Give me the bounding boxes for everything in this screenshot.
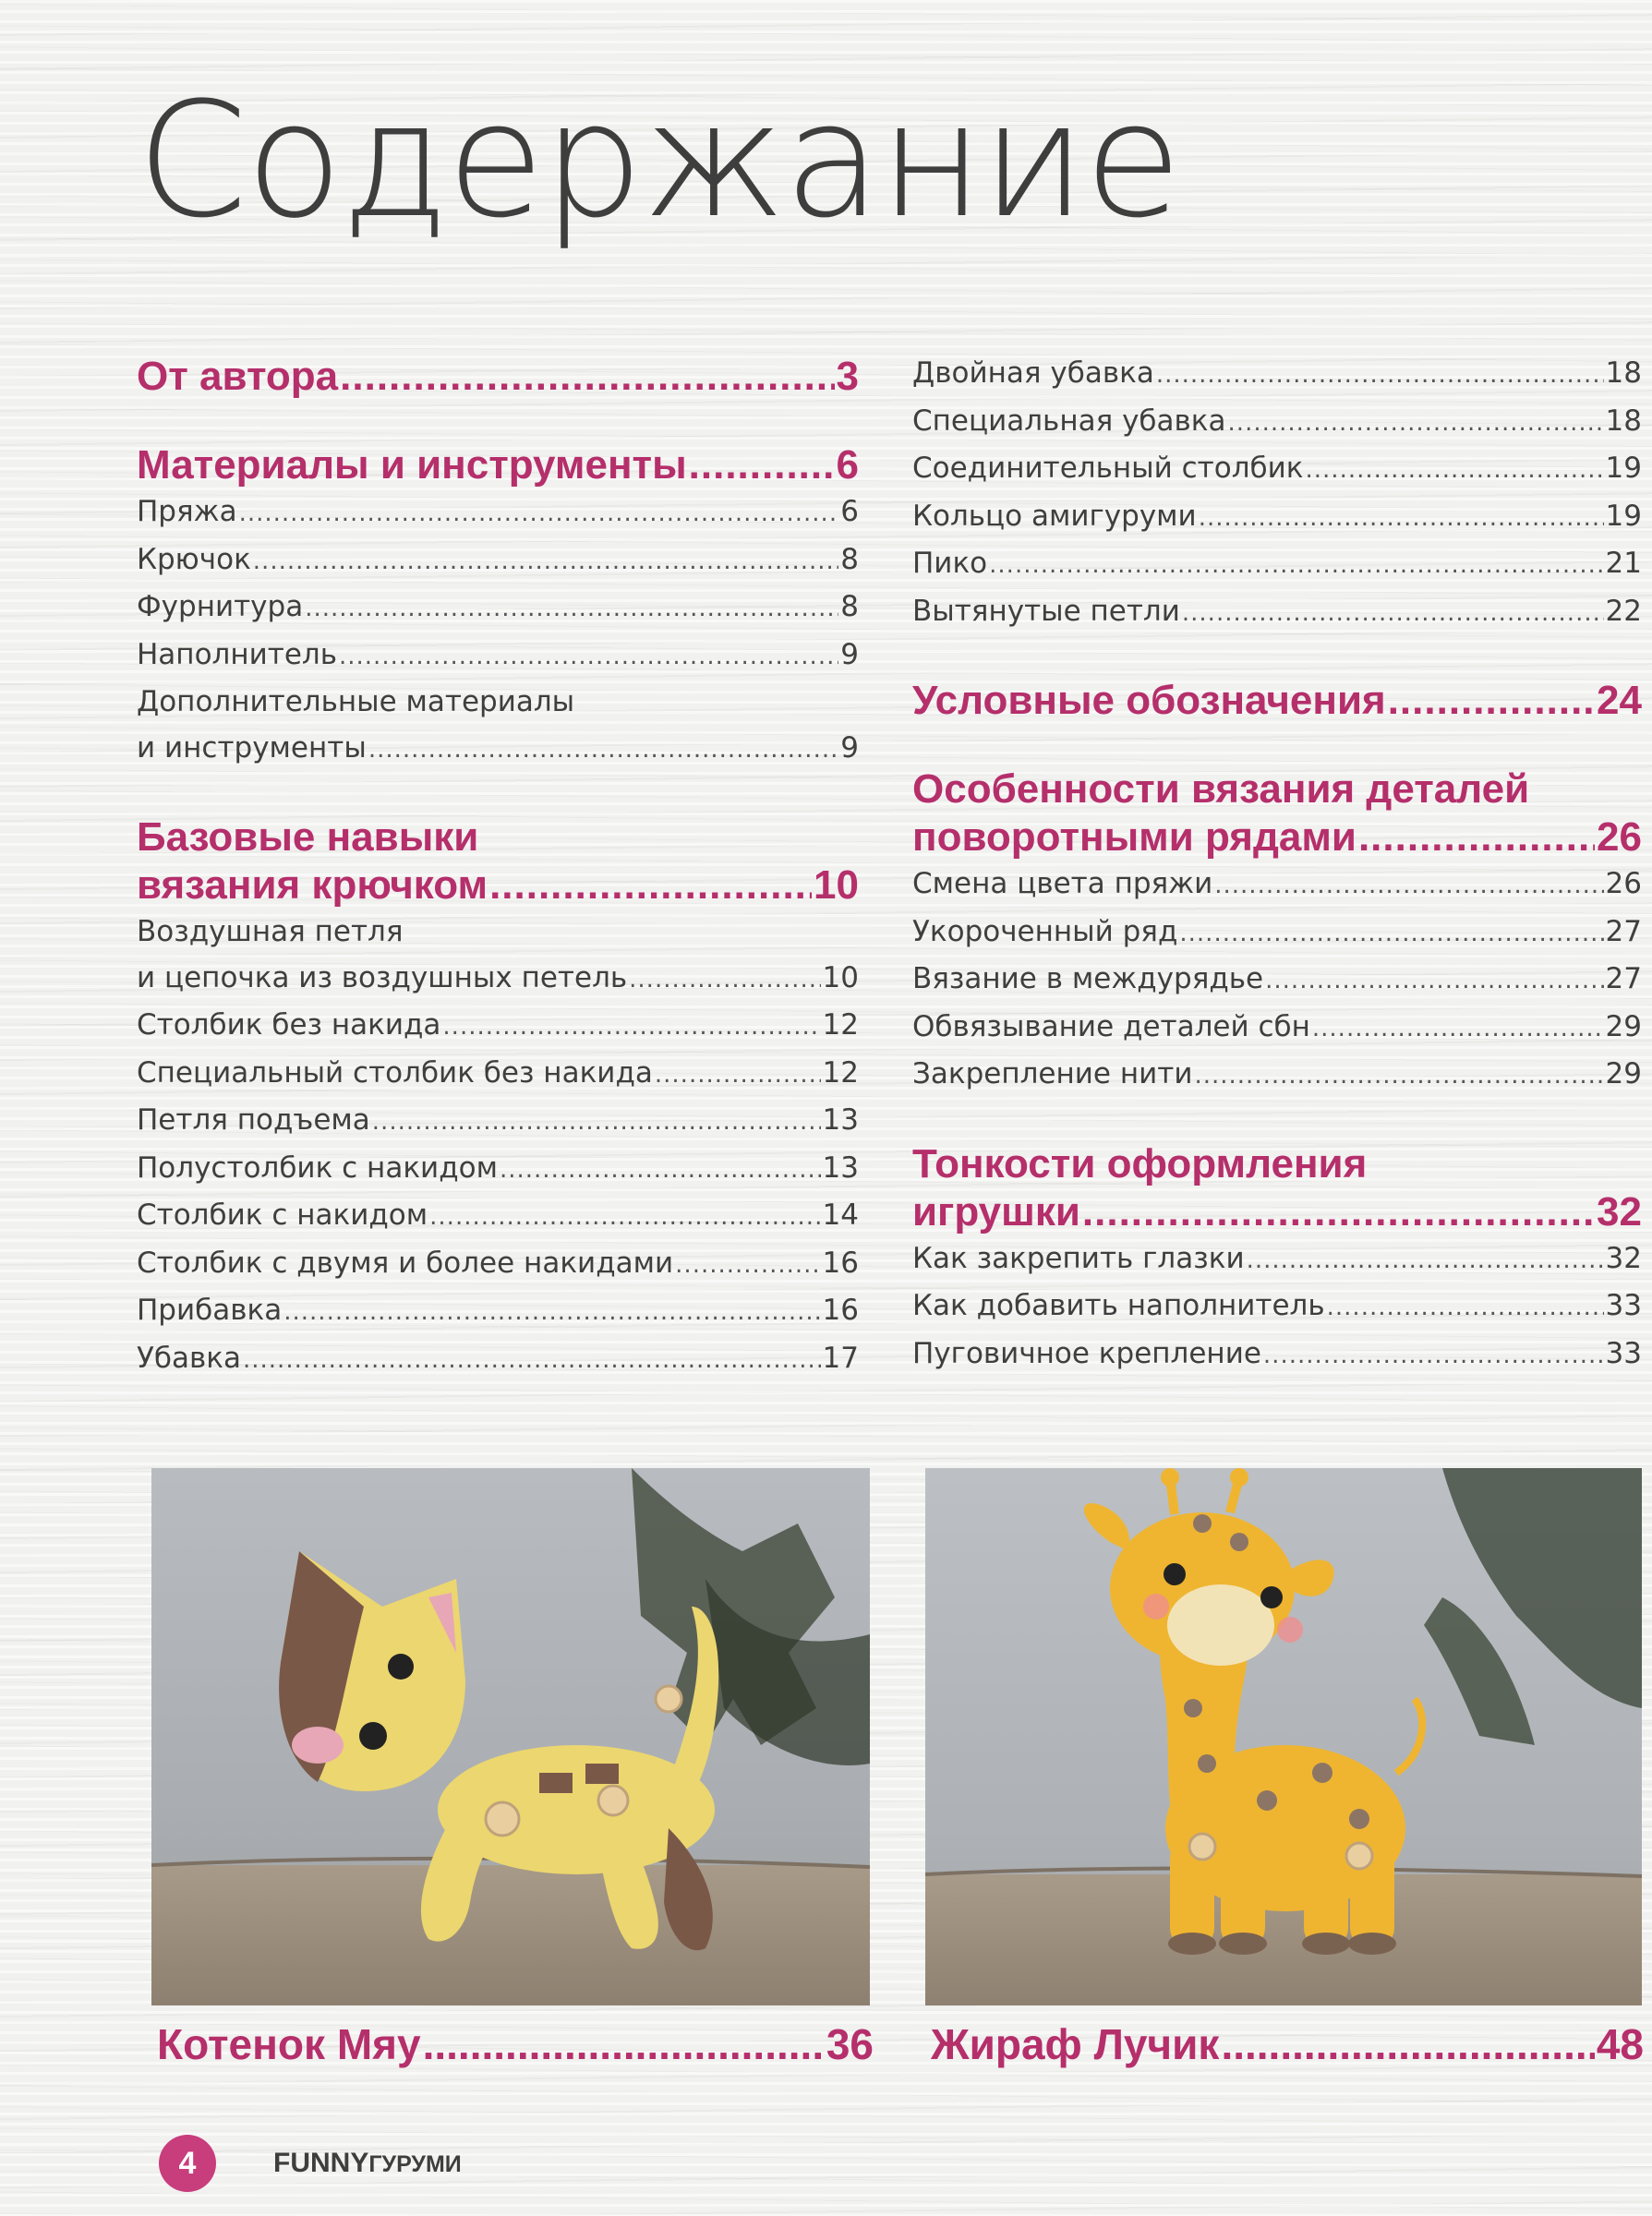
brand-part2: ГУРУМИ — [368, 2151, 462, 2177]
toc-item[interactable]: Петля подъема ..... 13 — [137, 1098, 859, 1146]
toc-item[interactable]: и инструменты ..... 9 — [137, 726, 859, 774]
toc-item[interactable]: Укороченный ряд ..... 27 — [912, 909, 1642, 957]
caption-title: Котенок Мяу — [157, 2020, 421, 2068]
dot-leader — [1358, 813, 1595, 861]
toc-item[interactable]: Обвязывание деталей сбн ..... 29 — [912, 1005, 1642, 1053]
toc-item[interactable]: Полустолбик с накидом ..... 13 — [137, 1146, 859, 1194]
section-page: 10 — [814, 862, 859, 908]
section-title: От автора — [137, 354, 339, 399]
toc-items-toy-finishing — [912, 1236, 1642, 1379]
toc-items-turning-rows — [912, 861, 1642, 1100]
section-title: игрушки — [912, 1188, 1080, 1234]
section-title-line: Базовые навыки — [137, 814, 479, 860]
toc-item[interactable]: Закрепление нити ..... 29 — [912, 1052, 1642, 1100]
kitten-caption[interactable] — [157, 2018, 874, 2070]
section-title: Материалы и инструменты — [137, 442, 687, 488]
brand-part1: FUNNY — [273, 2148, 369, 2178]
giraffe-caption[interactable] — [931, 2018, 1644, 2070]
toc-item[interactable]: Фурнитура ..... 8 — [137, 584, 859, 632]
toc-section-materials[interactable] — [137, 441, 859, 489]
toc-item[interactable]: Пряжа ..... 6 — [137, 489, 859, 537]
toc-item[interactable]: Убавка ..... 17 — [137, 1336, 859, 1384]
section-title-line: Тонкости оформления — [912, 1140, 1368, 1186]
section-page: 3 — [836, 354, 859, 399]
toc-item[interactable]: Как добавить наполнитель ..... 33 — [912, 1283, 1642, 1331]
toc-section-from-author[interactable] — [137, 353, 859, 401]
caption-page: 48 — [1596, 2020, 1644, 2068]
dot-leader — [1388, 677, 1595, 725]
toc-item[interactable]: Вытянутые петли ..... 22 — [912, 589, 1642, 637]
toc-items-continued — [912, 351, 1642, 636]
toc-item-line[interactable]: Дополнительные материалы — [137, 685, 575, 718]
section-page: 6 — [836, 442, 859, 488]
dot-leader — [423, 2018, 825, 2070]
toc-section-turning-rows[interactable] — [912, 765, 1642, 861]
toc-item-line[interactable]: Воздушная петля — [137, 915, 404, 948]
kitten-toy-illustration — [151, 1468, 870, 2005]
toc-left-column — [137, 353, 859, 1383]
toc-item[interactable]: Столбик без накида ..... 12 — [137, 1003, 859, 1051]
kitten-photo — [151, 1468, 870, 2005]
toc-items-basic-skills — [137, 909, 859, 1383]
toc-item[interactable]: Соединительный столбик ..... 19 — [912, 446, 1642, 494]
dot-leader — [689, 441, 835, 489]
toc-items-materials — [137, 489, 859, 773]
toc-item[interactable]: Как закрепить глазки ..... 32 — [912, 1236, 1642, 1284]
dot-leader — [489, 861, 812, 909]
toc-item[interactable]: Пико ..... 21 — [912, 541, 1642, 589]
toc-item[interactable]: Пуговичное крепление ..... 33 — [912, 1331, 1642, 1379]
toc-item[interactable]: Специальный столбик без накида ..... 12 — [137, 1051, 859, 1099]
giraffe-photo — [925, 1468, 1642, 2005]
toc-item[interactable]: Смена цвета пряжи ..... 26 — [912, 861, 1642, 909]
caption-title: Жираф Лучик — [931, 2020, 1220, 2068]
footer-brand — [273, 2148, 462, 2179]
toc-item[interactable]: Наполнитель ..... 9 — [137, 632, 859, 680]
giraffe-toy-illustration — [925, 1468, 1642, 2005]
section-title: Условные обозначения — [912, 678, 1386, 723]
section-page: 24 — [1597, 678, 1642, 723]
section-title: вязания крючком — [137, 862, 488, 908]
toc-section-symbols[interactable] — [912, 677, 1642, 725]
section-page: 26 — [1597, 814, 1642, 860]
toc-right-column — [912, 351, 1642, 1379]
dot-leader — [1221, 2018, 1594, 2070]
page-title: Содержание — [137, 67, 1180, 253]
section-page: 32 — [1597, 1188, 1642, 1234]
page-number-badge: 4 — [159, 2135, 216, 2192]
toc-item[interactable]: и цепочка из воздушных петель ..... 10 — [137, 956, 859, 1004]
toc-item[interactable]: Крючок ..... 8 — [137, 537, 859, 585]
toc-item[interactable]: Специальная убавка ..... 18 — [912, 399, 1642, 447]
section-title: поворотными рядами — [912, 814, 1357, 860]
toc-item[interactable]: Вязание в междурядье ..... 27 — [912, 957, 1642, 1005]
toc-item[interactable]: Прибавка ..... 16 — [137, 1288, 859, 1336]
caption-page: 36 — [826, 2020, 874, 2068]
toc-item[interactable]: Столбик с двумя и более накидами ..... 16 — [137, 1241, 859, 1289]
toc-section-basic-skills[interactable] — [137, 813, 859, 909]
toc-item[interactable]: Двойная убавка ..... 18 — [912, 351, 1642, 399]
toc-item[interactable]: Столбик с накидом ..... 14 — [137, 1193, 859, 1241]
toc-section-toy-finishing[interactable] — [912, 1140, 1642, 1236]
toc-item[interactable]: Кольцо амигуруми ..... 19 — [912, 494, 1642, 542]
section-title-line: Особенности вязания деталей — [912, 766, 1530, 812]
dot-leader — [340, 353, 834, 401]
dot-leader — [1082, 1188, 1595, 1236]
